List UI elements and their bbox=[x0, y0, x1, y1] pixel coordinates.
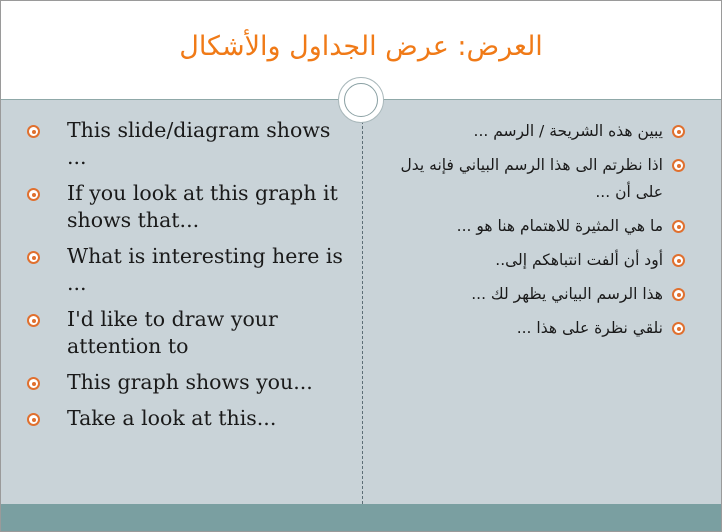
circle-dot-icon bbox=[672, 125, 685, 138]
list-item bbox=[27, 306, 345, 360]
list-item-text: ما هي المثيرة للاهتمام هنا هو ... bbox=[456, 217, 663, 235]
list-item bbox=[375, 247, 685, 274]
list-item-text: هذا الرسم البياني يظهر لك ... bbox=[471, 285, 663, 303]
list-item bbox=[375, 118, 685, 145]
list-item-text: يبين هذه الشريحة / الرسم ... bbox=[473, 122, 663, 140]
list-item bbox=[375, 152, 685, 206]
list-item bbox=[27, 243, 345, 297]
circle-dot-icon bbox=[672, 254, 685, 267]
circle-dot-icon bbox=[27, 251, 40, 264]
circle-dot-icon bbox=[672, 322, 685, 335]
list-item bbox=[27, 117, 345, 171]
list-item-text: Take a look at this... bbox=[67, 406, 277, 430]
circle-ornament-inner bbox=[344, 83, 378, 117]
list-item-text: What is interesting here is ... bbox=[67, 244, 343, 295]
list-item-text: نلقي نظرة على هذا ... bbox=[516, 319, 663, 337]
arabic-phrase-list bbox=[375, 118, 685, 349]
footer-bar bbox=[1, 504, 721, 531]
circle-dot-icon bbox=[672, 288, 685, 301]
list-item-text: أود أن ألفت انتباهكم إلى.. bbox=[495, 251, 663, 269]
english-phrase-list bbox=[27, 117, 345, 441]
list-item bbox=[375, 315, 685, 342]
circle-dot-icon bbox=[27, 188, 40, 201]
slide-title: العرض: عرض الجداول والأشكال bbox=[179, 31, 543, 62]
list-item bbox=[375, 213, 685, 240]
circle-dot-icon bbox=[27, 377, 40, 390]
circle-dot-icon bbox=[27, 413, 40, 426]
list-item-text: اذا نظرتم الى هذا الرسم البياني فإنه يدل على أن ... bbox=[400, 156, 663, 201]
list-item-text: This slide/diagram shows ... bbox=[67, 118, 331, 169]
circle-dot-icon bbox=[672, 220, 685, 233]
circle-dot-icon bbox=[27, 314, 40, 327]
circle-dot-icon bbox=[27, 125, 40, 138]
list-item bbox=[27, 405, 345, 432]
list-item bbox=[375, 281, 685, 308]
list-item-text: If you look at this graph it shows that... bbox=[67, 181, 338, 232]
list-item-text: This graph shows you... bbox=[67, 370, 313, 394]
list-item bbox=[27, 180, 345, 234]
list-item-text: I'd like to draw your attention to bbox=[67, 307, 278, 358]
circle-dot-icon bbox=[672, 159, 685, 172]
column-divider bbox=[362, 121, 363, 504]
list-item bbox=[27, 369, 345, 396]
